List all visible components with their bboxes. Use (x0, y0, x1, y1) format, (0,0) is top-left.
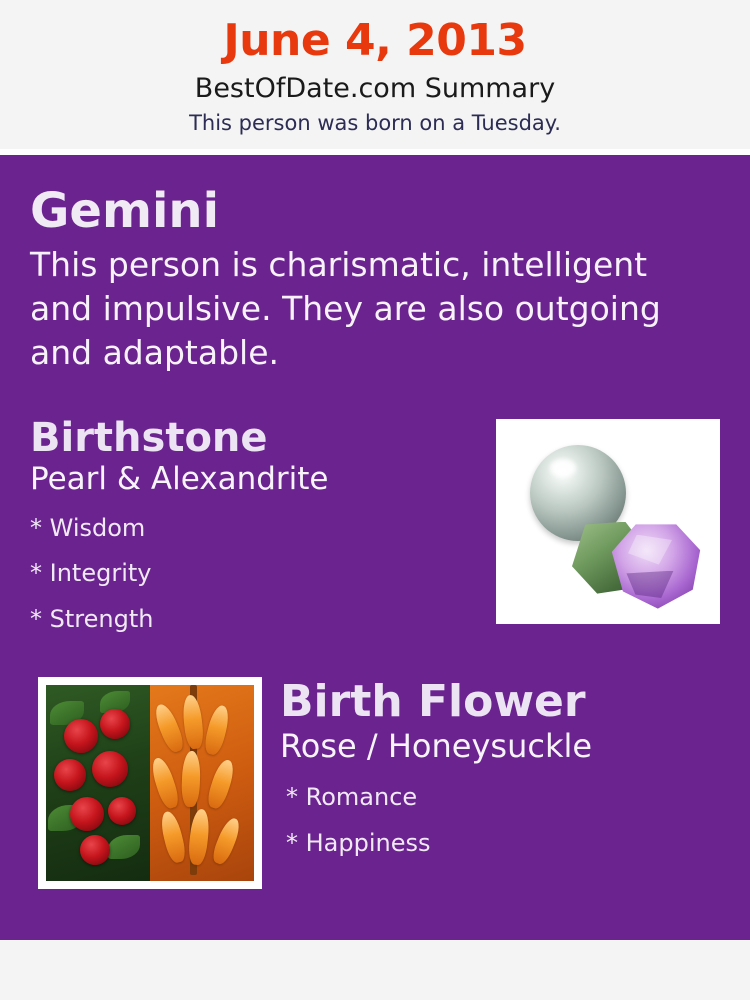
rose-icon (92, 751, 128, 787)
honeysuckle-bud-icon (150, 755, 182, 810)
rose-icon (80, 835, 110, 865)
birth-flower-text-block (280, 675, 720, 867)
birth-flower-trait: * Romance (286, 783, 418, 812)
honeysuckle-bud-icon (158, 809, 188, 864)
footer-strip (0, 977, 750, 1000)
honeysuckle-bud-icon (205, 757, 238, 810)
content-panel (0, 155, 750, 940)
honeysuckle-bud-icon (210, 815, 244, 866)
rose-icon (70, 797, 104, 831)
honeysuckle-bud-icon (181, 750, 201, 807)
page-title: June 4, 2013 (223, 15, 527, 66)
honeysuckle-bud-icon (181, 694, 205, 750)
rose-icon (54, 759, 86, 791)
birthstone-trait: * Wisdom (30, 513, 146, 542)
rose-icon (100, 709, 130, 739)
birth-flower-trait: * Happiness (286, 828, 431, 857)
header (0, 0, 750, 149)
birth-flower-section (30, 677, 720, 892)
leaf-icon (108, 835, 140, 859)
birthstone-text-block (30, 414, 470, 643)
zodiac-description: This person is charismatic, intelligent and impulsive. They are also outgoing and adaptable. (30, 244, 661, 372)
birthstone-section (30, 414, 720, 643)
pearl-and-alexandrite-photo (504, 427, 712, 616)
birth-flower-image-frame (38, 677, 262, 889)
birthstone-names: Pearl & Alexandrite (30, 460, 329, 497)
rose-icon (64, 719, 98, 753)
birthstone-title: Birthstone (30, 414, 268, 461)
birthstone-trait: * Integrity (30, 559, 152, 588)
honeysuckle-photo-half (150, 685, 254, 881)
roses-photo-half (46, 685, 150, 881)
birthstone-image-frame (496, 419, 720, 624)
site-summary-label: BestOfDate.com Summary (194, 73, 556, 105)
birth-flower-title: Birth Flower (280, 675, 586, 727)
birth-day-note: This person was born on a Tuesday. (189, 110, 561, 135)
honeysuckle-bud-icon (151, 701, 186, 754)
rose-icon (108, 797, 136, 825)
birth-flower-names: Rose / Honeysuckle (280, 726, 593, 765)
zodiac-sign-title: Gemini (30, 182, 220, 239)
rose-and-honeysuckle-photo (46, 685, 254, 881)
honeysuckle-bud-icon (202, 703, 232, 756)
birthstone-trait: * Strength (30, 604, 154, 633)
pearl-highlight-icon (550, 459, 576, 477)
